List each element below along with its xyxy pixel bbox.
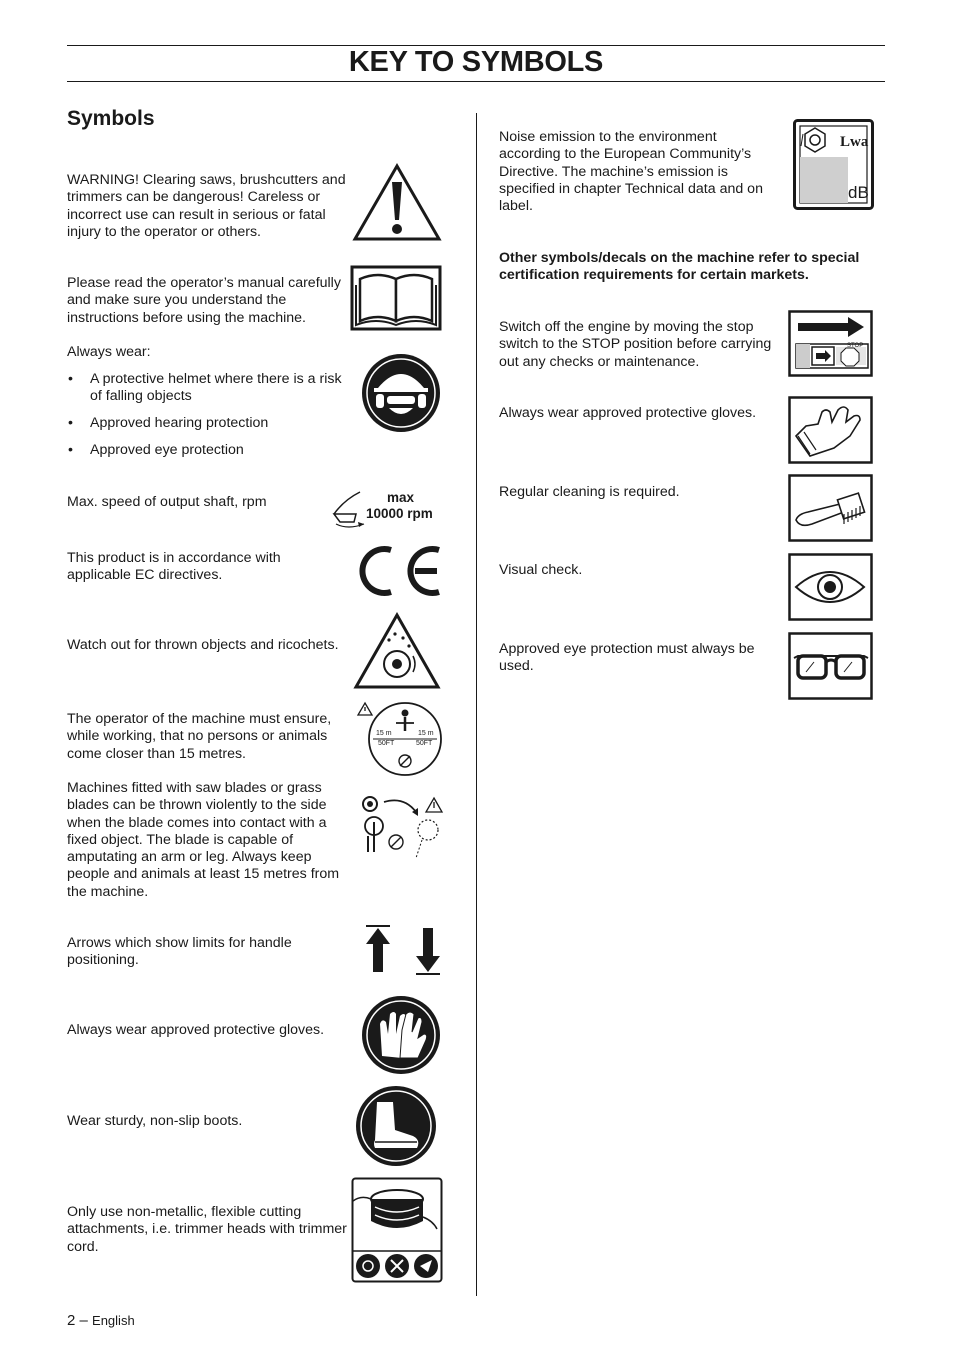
always-wear-label: Always wear: (67, 344, 151, 360)
cleaning-brush-icon (788, 474, 873, 542)
column-divider (476, 113, 477, 1296)
ce-mark-icon (353, 540, 445, 602)
section-title: Symbols (67, 107, 155, 130)
distance-metres-left: 15 m (376, 730, 392, 737)
visual-check-text: Visual check. (499, 562, 583, 578)
safety-glasses-icon (788, 632, 873, 700)
manual-text: Please read the operator’s manual carefully and make sure you understand the instructions before using the machine. (67, 275, 341, 326)
non-slip-boots-icon (351, 1084, 441, 1168)
gloves-text-left: Always wear approved protective gloves. (67, 1022, 325, 1038)
bullet-hearing: • Approved hearing protection (68, 415, 269, 431)
other-symbols-text: Other symbols/decals on the machine refer to special certification requirements for certain markets. (499, 250, 860, 284)
page-number: 2 – (67, 1312, 88, 1329)
bullet-helmet: • A protective helmet where there is a risk of falling objects (68, 371, 342, 404)
blade-thrust-warning-icon (356, 792, 444, 862)
page-title: KEY TO SYMBOLS (348, 46, 604, 78)
manual-book-icon (350, 265, 442, 331)
thrown-objects-text: Watch out for thrown objects and ricochets. (67, 637, 339, 653)
thrown-objects-warning-icon (353, 612, 441, 690)
noise-emission-text: Noise emission to the environment according to the European Community’s Directive. The machine’s emission is specified in chapter Technical data and on label. (499, 129, 763, 215)
trimmer-head-only-icon (351, 1177, 443, 1283)
distance-text: The operator of the machine must ensure, while working, that no persons or animals come closer than 15 metres. (67, 711, 332, 762)
rpm-label: 10000 rpm (366, 506, 433, 521)
safety-distance-icon (356, 701, 444, 777)
bullet-eye: • Approved eye protection (68, 442, 244, 458)
helmet-ear-eye-protection-icon (360, 352, 442, 434)
gloves-text-right: Always wear approved protective gloves. (499, 405, 757, 421)
boots-text: Wear sturdy, non-slip boots. (67, 1113, 243, 1129)
stop-label: STOP (847, 343, 864, 349)
non-metallic-text: Only use non-metallic, flexible cutting attachments, i.e. trimmer heads with trimmer cord. (67, 1204, 347, 1255)
handle-arrows-text: Arrows which show limits for handle positioning. (67, 935, 292, 969)
warning-text: WARNING! Clearing saws, brushcutters and trimmers can be dangerous! Careless or incorrect use can result in serious or fatal injury to the operator or others. (67, 172, 346, 240)
footer-language: English (92, 1313, 135, 1328)
page-footer (67, 1312, 135, 1329)
warning-triangle-icon (352, 162, 442, 242)
stop-switch-text: Switch off the engine by moving the stop switch to the STOP position before carrying out any checks or maintenance. (499, 319, 772, 370)
eye-icon (788, 553, 873, 621)
distance-metres-right: 15 m (418, 730, 434, 737)
cleaning-text: Regular cleaning is required. (499, 484, 680, 500)
protective-gloves-icon (360, 994, 442, 1076)
header-bottom-rule (67, 81, 885, 82)
handle-limit-arrows-icon (362, 924, 444, 976)
db-label: dB (848, 183, 869, 202)
distance-feet-right: 50FT (416, 740, 433, 747)
ec-text: This product is in accordance with applicable EC directives. (67, 550, 281, 584)
blade-throw-text: Machines fitted with saw blades or grass blades can be thrown violently to the side when the blade comes into contact with a fixed object. The blade is capable of amputating an arm or leg. Always keep people and animals at least 15 metres from the machine. (67, 780, 340, 900)
eye-protection-text: Approved eye protection must always be used. (499, 641, 755, 675)
glove-icon (788, 396, 873, 464)
max-speed-text: Max. speed of output shaft, rpm (67, 494, 267, 510)
distance-feet-left: 50FT (378, 740, 395, 747)
lwa-label: Lwa (840, 134, 869, 150)
output-shaft-icon (330, 484, 368, 528)
max-label: max (387, 490, 415, 505)
